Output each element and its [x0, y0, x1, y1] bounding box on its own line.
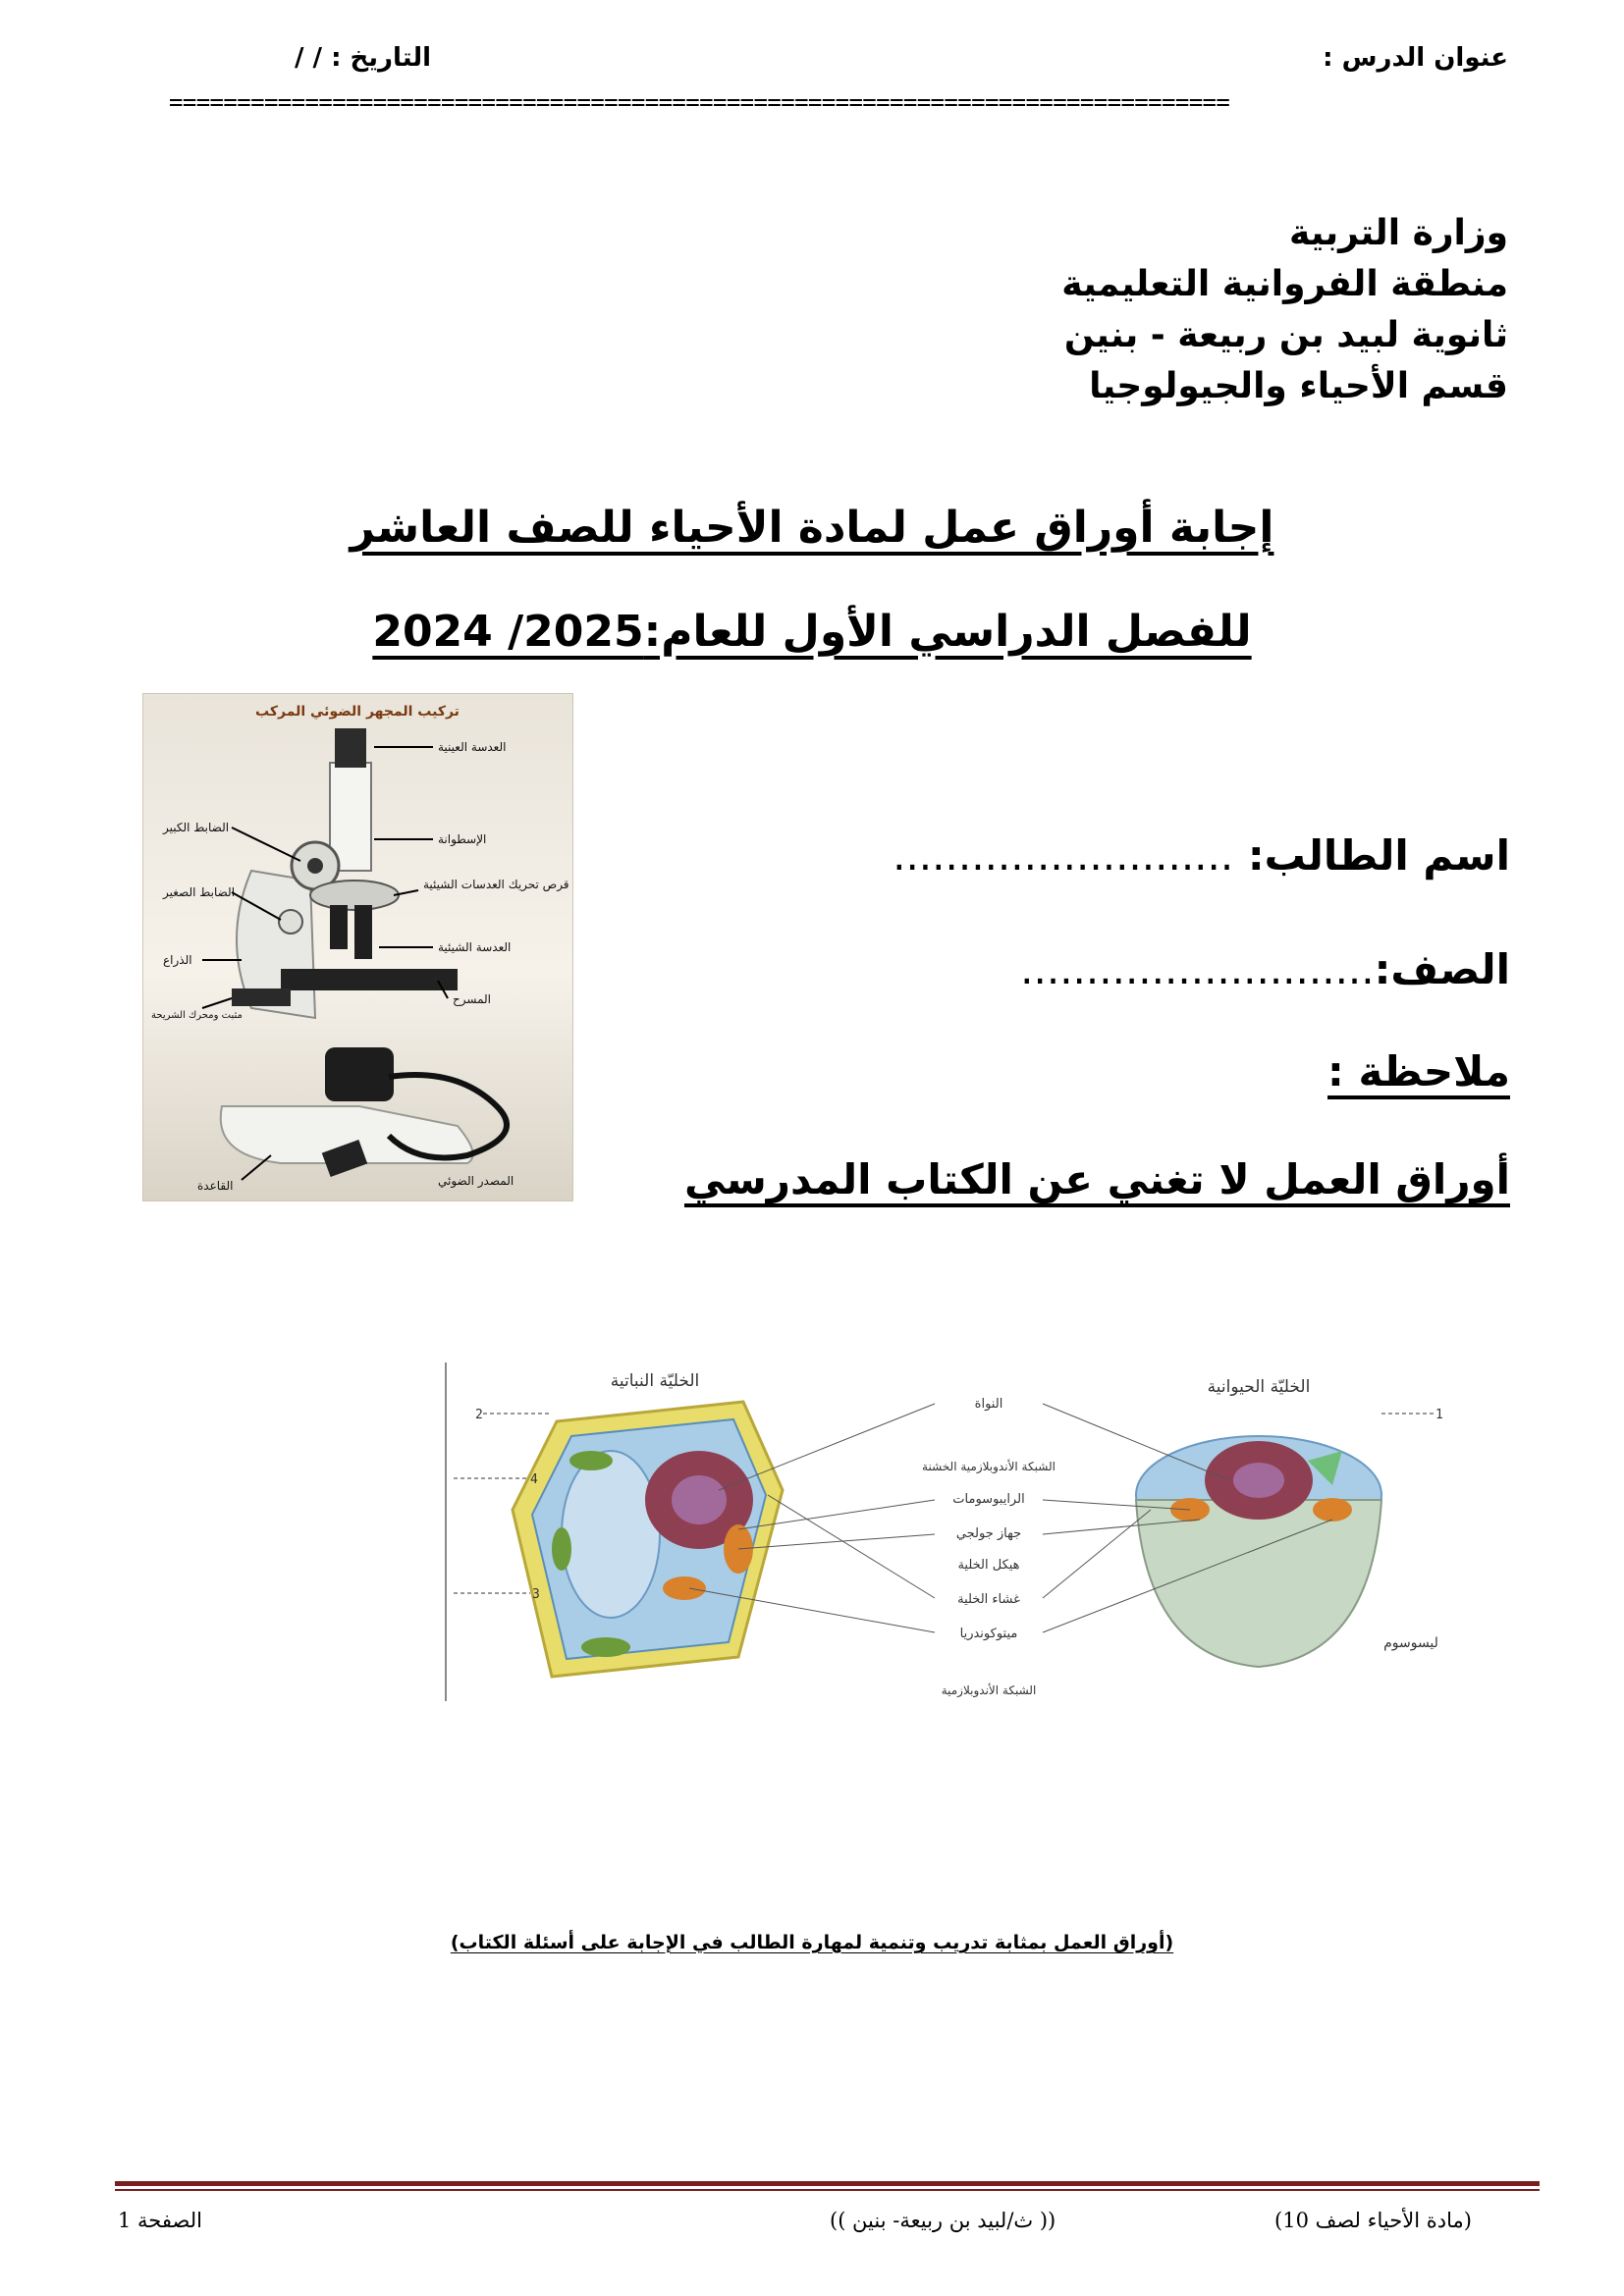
- label-coarse-adjust: الضابط الكبير: [163, 821, 230, 834]
- label-arm: الذراع: [163, 953, 192, 967]
- note-text: أوراق العمل لا تغني عن الكتاب المدرسي: [683, 1155, 1510, 1203]
- department-name: قسم الأحياء والجيولوجيا: [1089, 366, 1508, 406]
- semester-prefix: للفصل الدراسي الأول للعام:: [643, 607, 1252, 657]
- school-name: ثانوية لبيد بن ربيعة - بنين: [1063, 315, 1508, 355]
- ministry-name: وزارة التربية: [1289, 213, 1508, 253]
- label-objective: العدسة الشيئية: [438, 940, 512, 954]
- note-label: ملاحظة :: [1327, 1047, 1510, 1095]
- label-ribosomes: الرايبوسومات: [952, 1492, 1025, 1507]
- lesson-title-label: عنوان الدرس :: [1323, 43, 1508, 73]
- number-1: 1: [1435, 1408, 1443, 1422]
- label-base: القاعدة: [197, 1179, 234, 1193]
- label-rough-er: الشبكة الأندوبلازمية الخشنة: [922, 1460, 1056, 1473]
- label-light-source: المصدر الضوئي: [438, 1174, 514, 1188]
- footer-rule-thick: [115, 2181, 1540, 2186]
- plant-cell-title: الخليّة النباتية: [610, 1371, 700, 1391]
- label-mitochondria: ميتوكوندريا: [959, 1627, 1018, 1641]
- semester-title: [0, 603, 1624, 662]
- student-name-field[interactable]: [893, 827, 1510, 885]
- label-nosepiece: قرص تحريك العدسات الشيئية: [423, 878, 569, 891]
- footer-rule-thin: [115, 2189, 1540, 2191]
- label-slide-holder: مثبت ومحرك الشريحة: [151, 1010, 243, 1021]
- number-2: 2: [475, 1408, 483, 1422]
- class-dots: ...........................: [1020, 945, 1375, 993]
- animal-cell-title: الخليّة الحيوانية: [1207, 1377, 1311, 1397]
- header-separator: ==============================================================================: [169, 90, 1230, 114]
- academic-year: 2024 /2025: [372, 607, 644, 657]
- microscope-figure: [142, 693, 573, 1201]
- district-name: منطقة الفروانية التعليمية: [1061, 264, 1508, 304]
- label-er: الشبكة الأندوبلازمية: [941, 1683, 1037, 1697]
- page-number: الصفحة 1: [118, 2209, 202, 2232]
- label-nucleus: النواة: [974, 1397, 1003, 1412]
- microscope-title: تركيب المجهر الضوئي المركب: [255, 704, 460, 720]
- label-golgi: جهاز جولجي: [955, 1526, 1022, 1541]
- student-name-dots: ..........................: [893, 831, 1234, 880]
- number-4: 4: [530, 1472, 538, 1487]
- cell-drawing: [444, 1362, 1524, 1714]
- label-stage: المسرح: [453, 992, 491, 1006]
- label-fine-adjust: الضابط الصغير: [163, 885, 236, 899]
- label-cell-membrane: غشاء الخلية: [957, 1592, 1020, 1607]
- cell-diagram: [444, 1362, 1524, 1714]
- lysosome-label: ليسوسوم: [1383, 1635, 1438, 1651]
- class-field[interactable]: [1020, 940, 1510, 999]
- footer-school: (( ث/لبيد بن ربيعة- بنين )): [830, 2209, 1056, 2232]
- student-name-label: اسم الطالب:: [1247, 831, 1510, 880]
- label-cytoskeleton: هيكل الخلية: [957, 1558, 1020, 1573]
- footer-subject: (مادة الأحياء لصف 10): [1274, 2209, 1472, 2232]
- microscope-drawing: [143, 694, 572, 1201]
- label-tube: الإسطوانة: [438, 832, 487, 846]
- number-3: 3: [532, 1587, 540, 1602]
- label-eyepiece: العدسة العينية: [438, 740, 507, 754]
- class-label: الصف:: [1374, 945, 1510, 993]
- date-label: التاريخ : / /: [295, 43, 432, 73]
- worksheet-footnote: (أوراق العمل بمثابة تدريب وتنمية لمهارة الطالب في الإجابة على أسئلة الكتاب): [450, 1932, 1174, 1953]
- page-title: إجابة أوراق عمل لمادة الأحياء للصف العاشر: [350, 503, 1274, 553]
- institution-block: [1061, 208, 1508, 412]
